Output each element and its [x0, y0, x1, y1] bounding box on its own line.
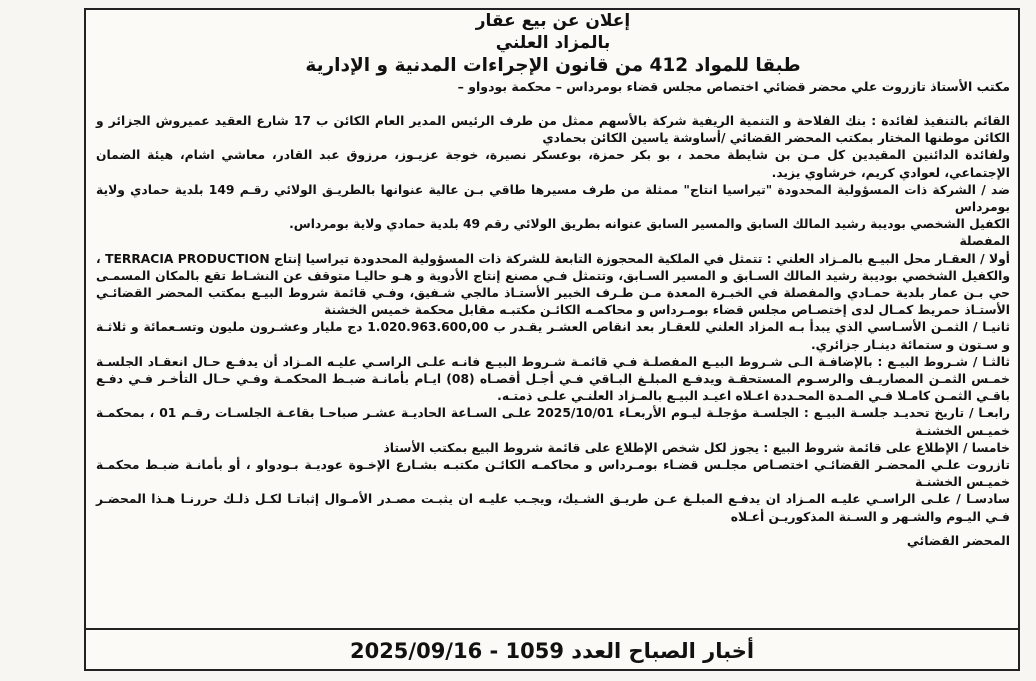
paragraph-fifth-office: تازروت علـي المحضـر القضائـي اختصـاص مجلـس قضـاء بومـرداس و محاكمـه الكائـن مكتبـه بشـارع الإخـوة عوديـة بـودواو ، أو بأمانـة ضبـط محكمـة خميـس الخشنـة — [96, 458, 1010, 490]
paragraph-fifth-consultation: خامسا / الإطلاع على قائمة شروط البيع : يجوز لكل شخص الإطلاع على قائمة شروط البيع بمكتب الأستاذ — [383, 440, 1010, 455]
paragraph-third-conditions: ثالثـا / شـروط البيـع : بالإضافـة الـى شـروط البيـع المفصلـة فـي قائمـة شـروط البيـع فانـه علـى الراسـي عليـه المـزاد أن يدفـع حـال انعقـاد الجلسـة خمـس الثمـن المصاريـف والرسـوم المستحقـة ويدفـع المبلـغ البـاقي فـي أجـل أقصـاه (08) ايـام بأمانـة ضبـط المحكمـة وفـي حـال التأخـر فـي دفـع باقـي الثمـن كامـلا فـي المـدة المحـددة اعـلاه اعيـد البيـع بالمـزاد العلنـي علـى ذمتـه. — [96, 354, 1010, 404]
paragraph-executor: القائم بالتنفيذ لفائدة : بنك الفلاحة و التنمية الريفية شركة بالأسهم ممثل من طرف الرئيس المدير العام الكائن ب 17 شارع العقيد عميروش الجزائر و الكائن موطنها المختار بمكتب المحضر القضائي /أساوشة ياسين الكائن بحمادي — [96, 114, 1010, 146]
paragraph-creditors: ولفائدة الدائنين المقيدين كل مـن بن شايطة محمد ، بو بكر حمزة، بوعسكر نصيرة، خوجة عزيـوز، مرزوق عبد القادر، معاشي اشام، هيئة الضمان الإجتماعي، لعوادي كريم، خرشاوي يزيد. — [96, 148, 1010, 180]
paragraph-against: ضد / الشركة ذات المسؤولية المحدودة "تيراسيا انتاج" ممثلة من طرف مسيرها طاقي بـن عالية عنوانها بالطريـق الولائي رقـم 149 بلدية حمادي ولاية بومرداس — [96, 182, 1011, 215]
newspaper-footer: أخبار الصباح العدد 1059 - 2025/09/16 — [349, 638, 755, 663]
paragraph-second-price: ثانيـا / الثمـن الأسـاسي الذي يبدأ بـه المزاد العلني للعقـار بعد انقاص العشـر يقـدر ب 1.020.963.600,00 دج مليار وعشـرون مليون وتسـعمائة و ثلاثـة و سـتون و ستمائة دينـار جزائري. — [96, 320, 1010, 352]
paragraph-sixth-payment: سادسـا / علـى الراسـي عليـه المـزاد ان يدفـع المبلـغ عـن طريـق الشـيك، ويجـب عليـه ان يثبـت مصـدر الأمـوال إثباتـا لكـل ذلـك حررنـا هـذا المحضـر فـي اليـوم والشـهر و السـنة المذكوريـن أعـلاه — [96, 492, 1010, 524]
paragraph-guarantor: الكفيل الشخصي بوديبة رشيد المالك السابق والمسير السابق عنوانه بطريق الولائي رقم 49 بلدية حمادي ولاية بومرداس. — [289, 217, 1010, 232]
paragraph-fourth-date: رابعـا / تاريخ تحديـد جلسـة البيـع : الجلسـة مؤجلـة ليـوم الأربعـاء 2025/10/01 علـى السـاعة الحاديـة عشـر صباحـا بقاعـة الجلسـات رقـم 01 ، بمحكمـة خميـس الخشنـة — [96, 406, 1011, 438]
notice-subtitle: بالمزاد العلني — [495, 33, 611, 53]
notice-title: إعلان عن بيع عقار — [475, 11, 631, 31]
paragraph-label-detailed: المفصلة — [959, 234, 1010, 249]
signature: المحضر القضائي — [906, 532, 1010, 548]
auction-notice — [86, 10, 1018, 550]
legal-basis: طبقا للمواد 412 من قانون الإجراءات المدنية و الإدارية — [305, 55, 801, 76]
bailiff-office: مكتب الأستاذ تازروت علي محضر قضائي اختصاص مجلس قضاء بومرداس – محكمة بودواو – — [457, 79, 1010, 94]
paragraph-first-property: أولا / العقـار محل البيـع بالمـزاد العلني : تتمثل في الملكية المحجوزة التابعة للشركة ذات المسؤولية المحدودة تيراسيا إنتاج TERRACIA PRODUCTION ، والكفيل الشخصي بوديبة رشيد المالك السـابق و المسير السـابق، وتتمثل فـي مصنع إنتاج الأدوية و هـو حاليـا متوقف عن النشـاط تقع بالمكان المسمـى حي بـن عمار بلدية حمـادي والمفصلة في الخبـرة المعدة مـن طـرف الخبير الأستـاذ مالجي شـفيق، وفـي قائمة شروط البيـع بمكتب المحضر القضائـي الأستـاذ حمريط كمـال لدى إختصـاص مجلس قضاء بومـرداس و محاكمـه الكائـن مكتبـه مقابل محكمة خميس الخشنة — [96, 251, 1011, 318]
notice-frame — [84, 8, 1020, 671]
